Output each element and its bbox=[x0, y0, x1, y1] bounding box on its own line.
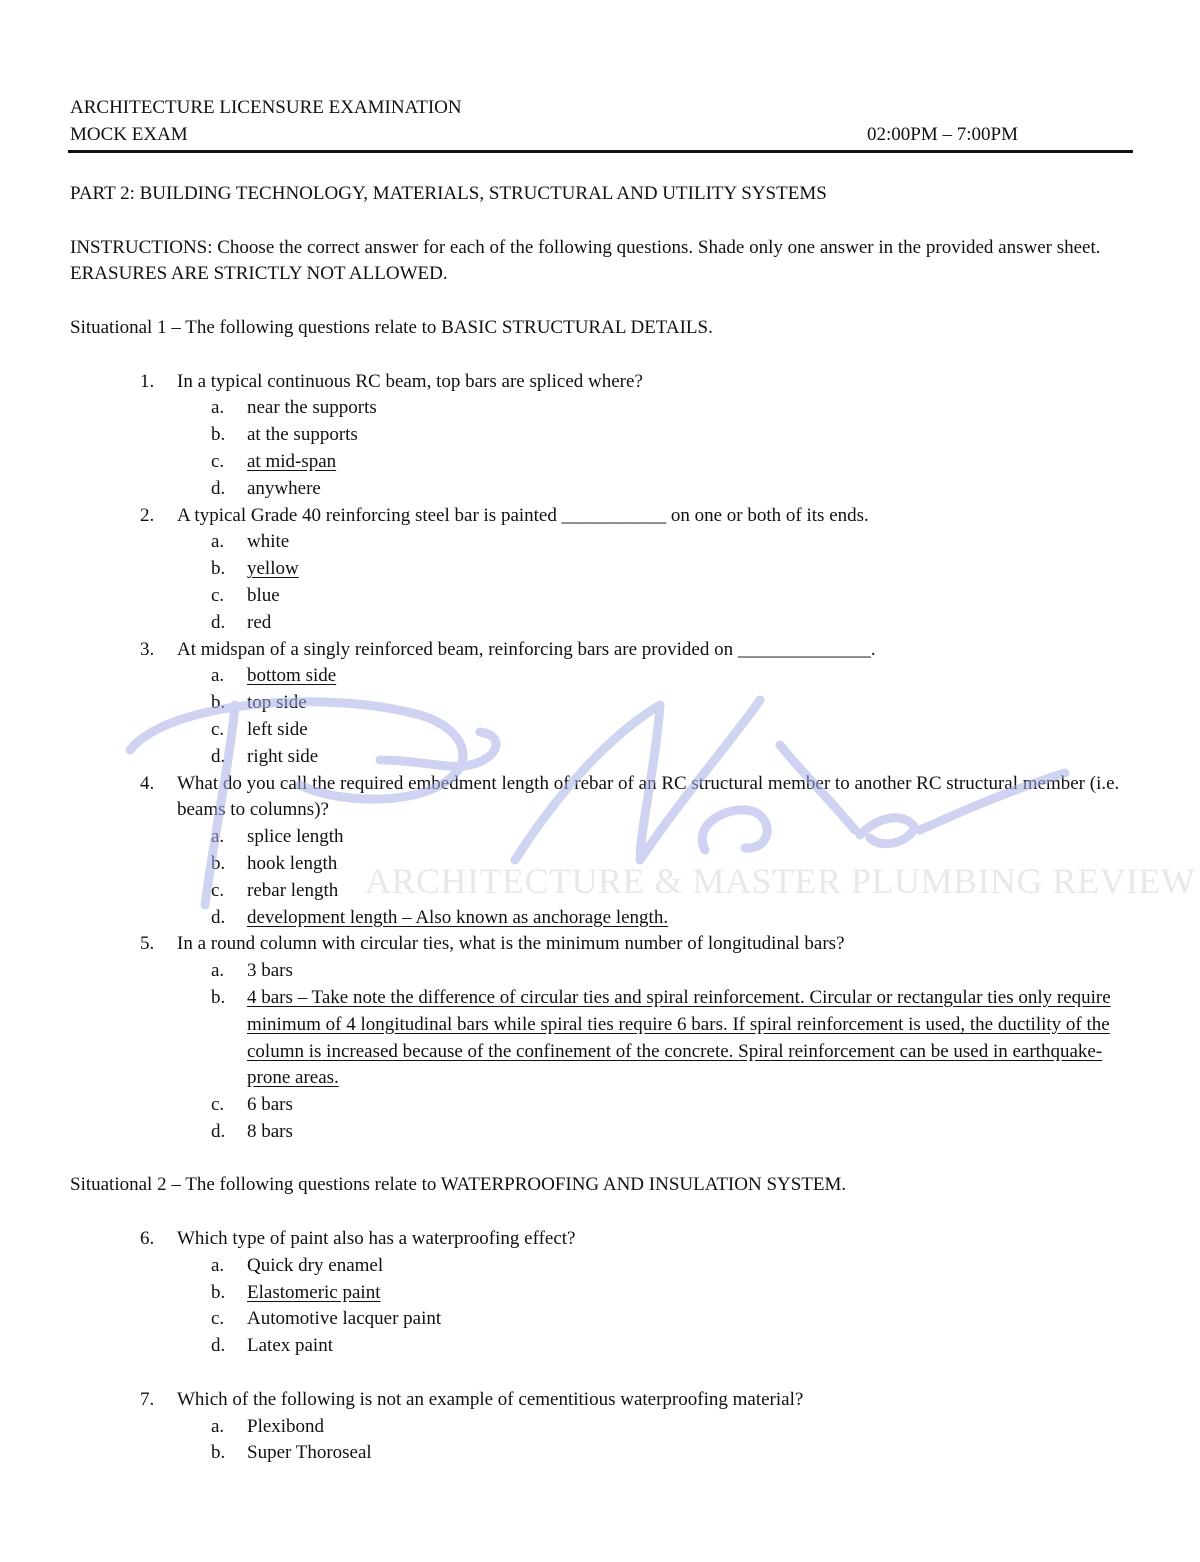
question bbox=[70, 931, 1130, 1145]
option-letter: c. bbox=[211, 718, 225, 740]
question-number: 7. bbox=[140, 1388, 155, 1410]
option-letter: a. bbox=[211, 960, 225, 982]
answer-option bbox=[177, 583, 1130, 610]
option-list bbox=[177, 663, 1130, 770]
option-letter: a. bbox=[211, 826, 225, 848]
exam-subheader bbox=[70, 122, 1133, 149]
correct-answer-text: development length – Also known as anchorage length. bbox=[247, 906, 669, 928]
option-text: Super Thoroseal bbox=[247, 1442, 372, 1464]
question bbox=[70, 369, 1130, 503]
correct-answer-text: at mid-span bbox=[247, 450, 337, 472]
exam-time: 02:00PM – 7:00PM bbox=[867, 123, 1018, 145]
question bbox=[70, 637, 1130, 771]
spacer bbox=[70, 1360, 1130, 1387]
option-list bbox=[177, 395, 1130, 502]
option-text: top side bbox=[247, 692, 307, 714]
option-letter: b. bbox=[211, 1281, 226, 1303]
option-list bbox=[177, 529, 1130, 636]
answer-option bbox=[177, 476, 1130, 503]
answer-option bbox=[177, 663, 1130, 690]
option-text: left side bbox=[247, 718, 308, 740]
answer-option bbox=[177, 744, 1130, 771]
answer-option bbox=[177, 1440, 1130, 1467]
question-list bbox=[70, 1226, 1130, 1467]
situational-title: Situational 1 – The following questions relate to BASIC STRUCTURAL DETAILS. bbox=[70, 316, 713, 338]
answer-option bbox=[177, 690, 1130, 717]
option-list bbox=[177, 958, 1130, 1146]
question-number: 1. bbox=[140, 370, 155, 392]
option-letter: d. bbox=[211, 477, 226, 499]
question-number: 3. bbox=[140, 638, 155, 660]
answer-option bbox=[177, 1119, 1130, 1146]
question-text: In a typical continuous RC beam, top bars are spliced where? bbox=[177, 370, 643, 392]
answer-option bbox=[177, 958, 1130, 985]
option-letter: a. bbox=[211, 397, 225, 419]
answer-option bbox=[177, 1092, 1130, 1119]
option-text: Quick dry enamel bbox=[247, 1254, 384, 1276]
exam-title: ARCHITECTURE LICENSURE EXAMINATION bbox=[70, 97, 462, 118]
option-letter: b. bbox=[211, 986, 226, 1008]
option-text: blue bbox=[247, 584, 280, 606]
exam-content bbox=[70, 181, 1130, 1467]
question-list bbox=[70, 369, 1130, 1146]
exam-type: MOCK EXAM bbox=[70, 123, 188, 145]
correct-answer-text: yellow bbox=[247, 558, 299, 580]
header-divider bbox=[68, 150, 1133, 153]
part-title: PART 2: BUILDING TECHNOLOGY, MATERIALS, STRUCTURAL AND UTILITY SYSTEMS bbox=[70, 183, 827, 204]
option-list bbox=[177, 824, 1130, 931]
option-text: 8 bars bbox=[247, 1120, 293, 1142]
option-text: right side bbox=[247, 745, 319, 767]
option-letter: b. bbox=[211, 692, 226, 714]
answer-option bbox=[177, 717, 1130, 744]
question bbox=[70, 771, 1130, 932]
question bbox=[70, 503, 1130, 637]
question-number: 5. bbox=[140, 933, 155, 955]
answer-option bbox=[177, 1280, 1130, 1307]
question-text: What do you call the required embedment length of rebar of an RC structural member to another RC structural member (i.e. beams to columns)? bbox=[177, 772, 1120, 821]
option-list bbox=[177, 1253, 1130, 1360]
option-letter: c. bbox=[211, 450, 225, 472]
answer-option bbox=[177, 1306, 1130, 1333]
option-text: Latex paint bbox=[247, 1335, 333, 1357]
option-text: Automotive lacquer paint bbox=[247, 1308, 442, 1330]
watermark-text: ARCHITECTURE & MASTER PLUMBING REVIEW bbox=[365, 861, 1196, 901]
spacer bbox=[70, 1146, 1130, 1173]
option-letter: c. bbox=[211, 584, 225, 606]
correct-answer-text: bottom side bbox=[247, 665, 337, 687]
option-letter: a. bbox=[211, 1415, 225, 1437]
answer-option bbox=[177, 905, 1130, 932]
option-letter: b. bbox=[211, 424, 226, 446]
question-text: In a round column with circular ties, what is the minimum number of longitudinal bars? bbox=[177, 933, 845, 955]
option-text: white bbox=[247, 531, 290, 553]
answer-option bbox=[177, 1333, 1130, 1360]
option-letter: d. bbox=[211, 745, 226, 767]
option-letter: d. bbox=[211, 906, 226, 928]
question bbox=[70, 1226, 1130, 1360]
option-text: hook length bbox=[247, 852, 338, 874]
option-text: near the supports bbox=[247, 397, 377, 419]
instructions: INSTRUCTIONS: Choose the correct answer for each of the following questions. Shade only one answer in the provided answer sheet. ERASURES ARE STRICTLY NOT ALLOWED. bbox=[70, 236, 1101, 285]
situational-title: Situational 2 – The following questions relate to WATERPROOFING AND INSULATION SYSTEM. bbox=[70, 1174, 847, 1196]
answer-option bbox=[177, 449, 1130, 476]
correct-answer-text: 4 bars – Take note the difference of circular ties and spiral reinforcement. Circular or rectangular ties only require minimum of 4 longitudinal bars while spiral ties require 6 bars. If spiral reinforcement is used, the ductility of the column is increased because of the confinement of the concrete. Spiral reinforcement can be used in earthquake-prone areas. bbox=[247, 986, 1111, 1089]
question-text: A typical Grade 40 reinforcing steel bar is painted ___________ on one or both of its ends. bbox=[177, 504, 869, 526]
option-letter: d. bbox=[211, 1120, 226, 1142]
question-number: 2. bbox=[140, 504, 155, 526]
option-letter: d. bbox=[211, 1335, 226, 1357]
exam-header bbox=[70, 95, 1133, 149]
option-letter: c. bbox=[211, 1308, 225, 1330]
option-letter: a. bbox=[211, 1254, 225, 1276]
answer-option bbox=[177, 610, 1130, 637]
option-text: splice length bbox=[247, 826, 344, 848]
answer-option bbox=[177, 1253, 1130, 1280]
option-text: red bbox=[247, 611, 272, 633]
option-letter: b. bbox=[211, 1442, 226, 1464]
option-letter: b. bbox=[211, 558, 226, 580]
answer-option bbox=[177, 878, 1130, 905]
option-letter: d. bbox=[211, 611, 226, 633]
question-text: Which of the following is not an example of cementitious waterproofing material? bbox=[177, 1388, 804, 1410]
answer-option bbox=[177, 422, 1130, 449]
option-letter: a. bbox=[211, 665, 225, 687]
question-text: At midspan of a singly reinforced beam, reinforcing bars are provided on ______________. bbox=[177, 638, 876, 660]
correct-answer-text: Elastomeric paint bbox=[247, 1281, 381, 1303]
question-number: 6. bbox=[140, 1228, 155, 1250]
answer-option bbox=[177, 395, 1130, 422]
answer-option bbox=[177, 1414, 1130, 1441]
option-text: 3 bars bbox=[247, 960, 293, 982]
question-text: Which type of paint also has a waterproofing effect? bbox=[177, 1228, 576, 1250]
answer-option bbox=[177, 985, 1130, 1092]
option-letter: b. bbox=[211, 852, 226, 874]
question bbox=[70, 1387, 1130, 1467]
option-list bbox=[177, 1414, 1130, 1468]
option-letter: c. bbox=[211, 879, 225, 901]
option-letter: a. bbox=[211, 531, 225, 553]
option-text: anywhere bbox=[247, 477, 321, 499]
question-number: 4. bbox=[140, 772, 155, 794]
option-text: at the supports bbox=[247, 424, 358, 446]
option-text: rebar length bbox=[247, 879, 339, 901]
option-text: 6 bars bbox=[247, 1094, 293, 1116]
option-letter: c. bbox=[211, 1094, 225, 1116]
answer-option bbox=[177, 529, 1130, 556]
answer-option bbox=[177, 824, 1130, 851]
option-text: Plexibond bbox=[247, 1415, 325, 1437]
answer-option bbox=[177, 556, 1130, 583]
answer-option bbox=[177, 851, 1130, 878]
